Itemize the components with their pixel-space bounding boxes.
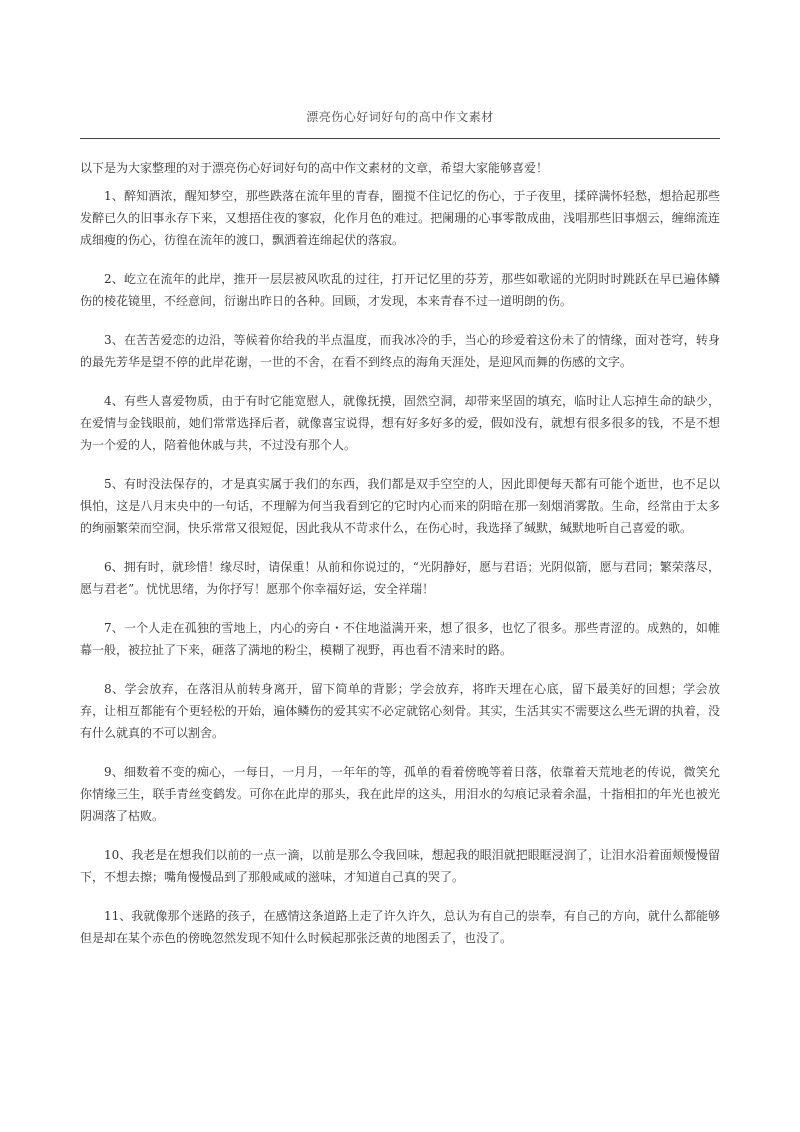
paragraph: 2、屹立在流年的此岸，推开一层层被风吹乱的过往，打开记忆里的芬芳，那些如歌谣的光阴时时跳跃在早已遍体鳞伤的棱花镜里，不经意间，衍谢出昨日的各种。回顾，才发现，本来青春不过一道明朗的伤。: [80, 272, 720, 308]
paragraph: 7、一个人走在孤独的雪地上，内心的旁白・不住地溢满开来，想了很多，也忆了很多。那些青涩的。成熟的，如帷幕一般，被拉扯了下来，砸落了满地的粉尘，模糊了视野，再也看不清来时的路。: [80, 621, 720, 657]
paragraph: 5、有时没法保存的，才是真实属于我们的东西，我们都是双手空空的人，因此即便每天都有可能个逝世，也不足以惧怕，这是八月末央中的一句话，不理解为何当我看到它的它时内心而来的阴暗在那一刻烟消雾散。生命，经常由于太多的绚丽繁荣而空洞，快乐常常又很短促，因此我从不苛求什么，在伤心时，我选择了缄默，缄默地听自己喜爱的歌。: [80, 477, 720, 535]
paragraph-list: [80, 185, 720, 966]
paragraph: 9、细数着不变的痴心，一每日，一月月，一年年的等，孤单的看着傍晚等着日落，依靠着天荒地老的传说，微笑允你情缘三生，联手青丝变鹤发。可你在此岸的那头，我在此岸的这头，用泪水的勾痕记录着余温，十指相扣的年光也被光阴凋落了枯败。: [80, 765, 720, 823]
paragraph: 3、在苦苦爱恋的边沿，等候着你给我的半点温度，而我冰冷的手，当心的珍爱着这份未了的情缘，面对苍穹，转身的最先芳华是望不停的此岸花谢，一世的不舍，在看不到终点的海角天涯处，是迎风而舞的伤感的文字。: [80, 333, 720, 369]
title-divider: [80, 138, 720, 139]
paragraph: 11、我就像那个迷路的孩子，在感情这条道路上走了许久许久，总认为有自己的崇奉，有自己的方向，就什么都能够但是却在某个赤色的傍晚忽然发现不知什么时候起那张泛黄的地图丢了，也没了。: [80, 909, 720, 945]
intro-text: 以下是为大家整理的对于漂亮伤心好词好句的高中作文素材的文章，希望大家能够喜爱！: [80, 161, 549, 175]
paragraph: 4、有些人喜爱物质，由于有时它能宽慰人，就像抚摸，固然空洞，却带来坚固的填充，临时让人忘掉生命的缺少，在爱情与金钱眼前，她们常常选择后者，就像喜宝说得，想有好多好多的爱，假如没有，就想有很多很多的钱，不是不想为一个爱的人，陪着他休戚与共，不过没有那个人。: [80, 394, 720, 452]
paragraph: 1、醉知酒浓，醒知梦空，那些跌落在流年里的青春，圈搅不住记忆的伤心，于子夜里，揉碎满怀轻愁，想拾起那些发醉已久的旧事永存下来，又想捂住夜的寥寂，化作月色的难过。把阑珊的心事零散成曲，浅唱那些旧事烟云，缠绵流连成细瘦的伤心，彷徨在流年的渡口，飘洒着连绵起伏的落寂。: [80, 189, 720, 247]
page-title: 漂亮伤心好词好句的高中作文素材: [306, 110, 494, 124]
paragraph: 8、学会放弃，在落泪从前转身离开，留下简单的背影；学会放弃，将昨天埋在心底，留下最美好的回想；学会放弃，让相互都能有个更轻松的开始，遍体鳞伤的爱其实不必定就铭心刻骨。其实，生活其实不需要这么些无谓的执着，没有什么就真的不可以割舍。: [80, 682, 720, 740]
paragraph: 10、我老是在想我们以前的一点一滴，以前是那么令我回味，想起我的眼泪就把眼眶浸润了，让泪水沿着面颊慢慢留下，不想去擦；嘴角慢慢品到了那般咸咸的滋味，才知道自己真的哭了。: [80, 848, 720, 884]
paragraph: 6、拥有时，就珍惜！缘尽时，请保重！从前和你说过的，“光阴静好，愿与君语；光阴似箭，愿与君同；繁荣落尽，愿与君老”。忧忧思绪，为你抒写！愿那个你幸福好运，安全祥瑞！: [80, 560, 720, 596]
